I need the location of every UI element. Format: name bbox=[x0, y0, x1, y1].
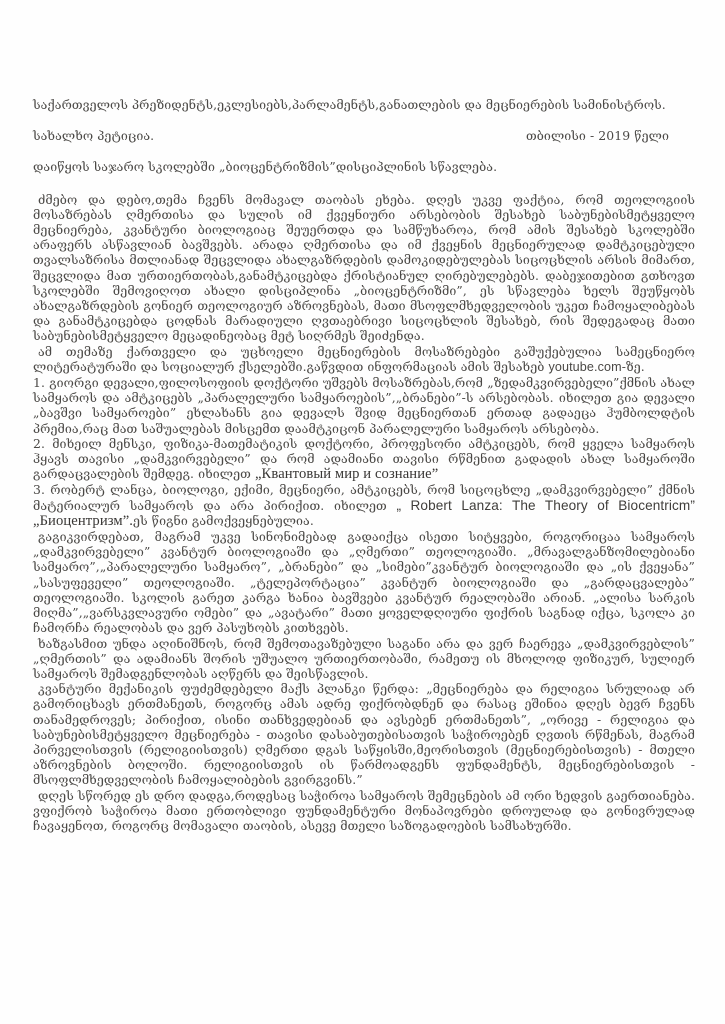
lanza-text: 3. რობერტ ლანცა, ბიოლოგი, ექიმი, მეცნიერი, ამტკიცებს, რომ სიცოცხლე „დამკვირვებელი” ქმნის მატერიალურ სამყაროს და არა პირიქით. იხილეთ bbox=[33, 482, 695, 513]
recipients-line: საქართველოს პრეზიდენტს,ეკლესიებს,პარლამენტს,განათლების და მეცნიერების სამინისტროს. bbox=[33, 97, 666, 112]
paragraph-planck-quote: კვანტური მექანიკის ფუძემდებელი მაქს პლანკი წერდა: „მეცნიერება და რელიგია სრულიად არ გამორიცხავს ერთმანეთს, როგორც ამას ადრე ფიქრობდნენ და რასაც ეშინია დღეს ბევრ ჩვენს თანამედროვეს; პირიქით, ისინი თანხვედებიან და ავსებენ ერთმანეთს”, „ორივე - რელიგია და საბუნებისმეტყველო მეცნიერება - თავისი დასაბუთებისათვის საჭიროებენ ღვთის რწმენას, მაგრამ პირველისთვის (რელიგიისთვის) ღმერთი დგას საწყისში,მეორისთვის (მეცნიერებისთვის) - მთელი აზროვნების ბოლოში. რელიგიისთვის ის წარმოადგენს ფუნდამენტს, მეცნიერებისთვის - მსოფლმხედველობის ჩამოყალიბების გვირგვინს.” bbox=[33, 681, 695, 788]
mensky-text: 2. მიხეილ მენსკი, ფიზიკა-მათემატიკის დოქტორი, პროფესორი ამტკიცებს, რომ ყველა სამყაროს ჰყავს თავისი „დამკვირვებელი” და რომ ადამიანი თავისი რწმენით გადადის ახალ სამყაროში გარდაცვალების შემდეგ. იხილეთ bbox=[33, 435, 695, 482]
list-item-1-georgi-deutsch: 1. გიორგი დევალი,ფილოსოფიის დოქტორი უშვებს მოსაზრებას,რომ „ზედამკვირვებელი”ქმნის ახალ სამყაროს და ამტკიცებს „პარალელური სამყაროების”,„ბრანები”-ს არსებობას. იხილეთ გია დევალი „ბავშვი სამყაროები” ეხლახანს გია დევალს შვიდ მეცნიერთან ერთად გადაეცა ჰუმბოლდტის პრემია,რაც მათ საშუალებას მისცემთ დაამტკიცონ პარალელური სამყაროს არსებობა. bbox=[33, 375, 695, 436]
lanza-text-end: ეს წიგნი გამოქვეყნებულია. bbox=[133, 512, 314, 528]
lanza-book-title-en: „ Robert Lanza: The Theory of Biocentricm” bbox=[396, 497, 695, 513]
subject-line: დაიწყოს საჯარო სკოლებში „ბიოცენტრიზმის”დისციპლინის სწავლება. bbox=[33, 159, 498, 175]
meta-row bbox=[33, 128, 695, 143]
sources-text-end: -ზე. bbox=[621, 358, 645, 374]
paragraph-intro: ძმებო და დებო,თემა ჩვენს მომავალ თაობას ეხება. დღეს უკვე ფაქტია, რომ თეოლოგიის მოსაზრებას ღმერთისა და სულის იმ ქვეყნიური არსებობის შესახებ საბუნებისმეტყველო მეცნიერება, კვანტური ბიოლოგიაც შეუერთდა და სამწუხაროა, რომ ამის შესახებ სკოლებში არაფერს ასწავლიან ბავშვებს. არადა ღმერთისა და იმ ქვეყნის მეცნიერულად დამტკიცებული თვალსაზრისა მთლიანად შეცვლიდა ახალგაზრდების დამოკიდებულებას სიცოცხლის არსის მიმართ, შეცვლიდა მათ ურთიერთობას,განამტკიცებდა ქრისტიანულ ღირებულებებს. დაბეჯითებით გთხოვთ სკოლებში შემოვიღოთ ახალი დისციპლინა „ბიოცენტრიზმი”, ეს სწავლება ხელს შეუწყობს ახალგაზრდების გონიერ თეოლოგიურ აზროვნებას, მათი მსოფლმხედველობის უკეთ ჩამოყალიბებას და განამტკიცებდა ცოდნას მარადიული ღვთაებრივი სიცოცხლის შესახებ, რის შედეგადაც მათი საბუნებისმეტყველო მეცადინეობაც მეტ სიღრმეს შეიძენდა. bbox=[33, 191, 695, 344]
petition-body bbox=[33, 192, 695, 834]
petition-label: სახალხო პეტიცია. bbox=[33, 128, 155, 144]
russian-book-title: „Квантовый мир и сознание” bbox=[254, 466, 439, 483]
sources-text: ამ თემაზე ქართველი და უცხოელი მეცნიერების მოსაზრებები გაშუქებულია სამეცნიერო ლიტერატურაში და სოციალურ ქსელებში.გაწვდით ინფორმაციას ამის შესახებ bbox=[33, 343, 695, 374]
lanza-book-title-ru: „Биоцентризм”. bbox=[33, 512, 134, 529]
youtube-reference: youtube.com bbox=[548, 359, 622, 374]
paragraph-clarification: ხაზგასმით უნდა აღინიშნოს, რომ შემოთავაზებული საგანი არა და ვერ ჩაერევა „დამკვირვებლის” „ღმერთის” და ადამიანს შორის უშუალო ურთიერთობაში, რამეთუ ის მხოლოდ ფიზიკურ, სულიერ სამყაროს შემადგენლობას აღწერს და შეისწავლის. bbox=[33, 635, 695, 681]
dateline: თბილისი - 2019 წელი bbox=[525, 128, 669, 144]
paragraph-conclusion: დღეს სწორედ ეს დრო დადგა,როდესაც საჭიროა სამყაროს შემეცნების ამ ორი ხედვის გაერთიანება. ვფიქრობ საჭიროა მათი ერთობლივი ფუნდამენტური მონაპოვრები დროულად და გონივრულად ჩავაყენოთ, როგორც მომავალი თაობის, ასევე მთელი საზოგადოების სამსახურში. bbox=[33, 787, 695, 833]
document-page bbox=[33, 97, 695, 833]
paragraph-synonyms: გაგიკვირდებათ, მაგრამ უკვე სინონიმებად გადაიქცა ისეთი სიტყვები, როგორიცაა სამყაროს „დამკვირვებელი” კვანტურ ბიოლოგიაში და „ღმერთი” თეოლოგიაში. „მრავალგანზომილებიანი სამყარო”,„პარალელური სამყარო”, „ბრანები” და „სიმები”კვანტურ ბიოლოგიაში და „ის ქვეყანა” „სასუფეველი” თეოლოგიაში. „ტელეპორტაცია” კვანტურ ბიოლოგიაში და „გარდაცვალება” თეოლოგიაში. სკოლის გარეთ კარგა ხანია ბავშვები კვანტურ რეალობაში არიან. „ალისა სარკის მიღმა”,„ვარსკვლავური ომები” და „ავატარი” მათი ყოველდღიური ფიქრის საგნად იქცა, სკოლა კი ჩამორჩა რეალობას და ვერ პასუხობს კითხვებს. bbox=[33, 529, 695, 636]
paragraph-sources bbox=[33, 344, 695, 375]
list-item-2-mensky bbox=[33, 436, 695, 483]
list-item-3-lanza bbox=[33, 482, 695, 529]
